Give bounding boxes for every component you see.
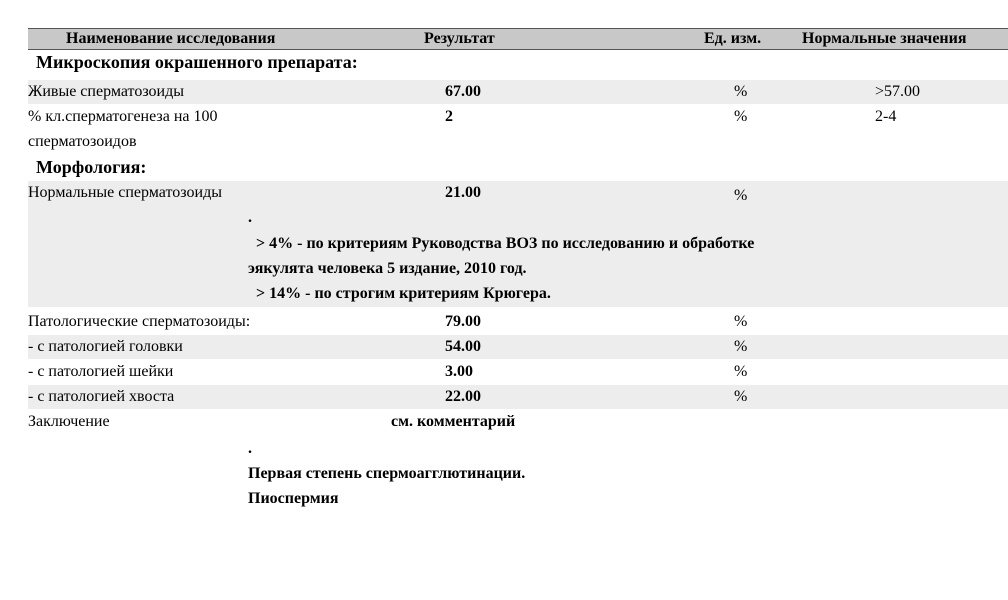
row-result: 54.00	[445, 338, 481, 355]
row-unit: %	[734, 108, 748, 125]
row-result: 3.00	[445, 363, 473, 380]
section-morphology: Морфология:	[36, 157, 147, 177]
table-row	[28, 360, 1008, 384]
table-row	[28, 385, 1008, 409]
row-norm: >57.00	[875, 83, 921, 100]
section-microscopy: Микроскопия окрашенного препарата:	[36, 52, 358, 72]
conclusion-row	[28, 410, 1008, 520]
row-unit: %	[734, 313, 748, 330]
note-line3: > 14% - по строгим критериям Крюгера.	[256, 285, 551, 302]
row-name: Патологические сперматозоиды:	[28, 313, 251, 330]
conclusion-line1: Первая степень спермоагглютинации.	[248, 465, 526, 482]
row-name-line2: сперматозоидов	[28, 133, 137, 150]
row-result: 67.00	[445, 83, 481, 100]
row-result: 2	[445, 108, 453, 125]
header-result: Результат	[424, 30, 495, 47]
conclusion-label: Заключение	[28, 413, 110, 430]
table-row	[28, 310, 1008, 334]
row-unit: %	[734, 388, 748, 405]
note-line1: > 4% - по критериям Руководства ВОЗ по исследованию и обработке	[256, 235, 755, 252]
conclusion-value: см. комментарий	[391, 413, 516, 430]
conclusion-dot: .	[248, 440, 252, 457]
row-name: - с патологией шейки	[28, 363, 174, 380]
row-unit: %	[734, 83, 748, 100]
note-dot: .	[248, 209, 252, 226]
row-norm: 2-4	[875, 108, 897, 125]
row-result: 22.00	[445, 388, 481, 405]
row-result: 21.00	[445, 184, 481, 201]
table-row	[28, 105, 1008, 153]
row-name: Нормальные сперматозоиды	[28, 184, 222, 201]
row-name-line1: % кл.сперматогенеза на 100	[28, 108, 218, 125]
row-unit: %	[734, 363, 748, 380]
note-line2: эякулята человека 5 издание, 2010 год.	[248, 260, 527, 277]
row-name: Живые сперматозоиды	[28, 83, 184, 100]
table-header	[28, 28, 1008, 50]
row-result: 79.00	[445, 313, 481, 330]
row-name: - с патологией хвоста	[28, 388, 175, 405]
row-unit: %	[734, 187, 748, 204]
table-row	[28, 80, 1008, 104]
table-row	[28, 181, 1008, 307]
conclusion-line2: Пиоспермия	[248, 490, 339, 507]
table-row	[28, 335, 1008, 359]
header-norm: Нормальные значения	[802, 30, 967, 47]
header-unit: Ед. изм.	[704, 30, 762, 47]
header-name: Наименование исследования	[66, 30, 276, 47]
row-name: - с патологией головки	[28, 338, 183, 355]
row-unit: %	[734, 338, 748, 355]
